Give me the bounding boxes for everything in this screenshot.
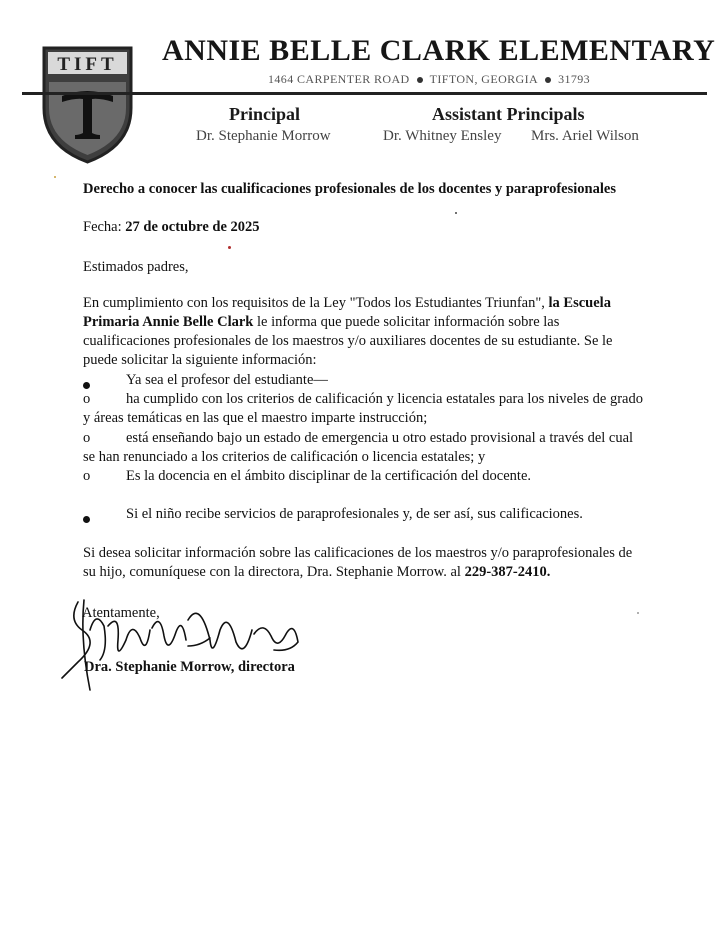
phone-number: 229-387-2410. [464,564,551,580]
sub-item-2: está enseñando bajo un estado de emergencia u otro estado provisional a través del cual se han renunciado a los criterios de calificación o licencia estatales; y [83,430,634,465]
scan-speck [54,176,56,178]
shield-icon [40,38,135,166]
bullet-2-text: Si el niño recibe servicios de paraprofesionales y, de ser así, sus calificaciones. [126,506,583,522]
scan-speck [455,212,457,214]
address-city-state: TIFTON, GEORGIA [429,72,539,86]
paragraph-1-intro: En cumplimiento con los requisitos de la Ley "Todos los Estudiantes Triunfan", [83,295,545,311]
sub-2-marker: o [83,430,91,446]
principal-name: Dr. Stephanie Morrow [196,128,331,144]
principal-title: Principal [229,104,300,124]
paragraph-1-rest: le informa que puede solicitar información sobre las cualificaciones profesionales de los maestros y/o auxiliares docentes de su estudiante. Se le puede solicitar la siguiente información: [83,314,613,368]
scan-speck [637,612,639,614]
address-zip: 31793 [558,72,591,86]
scan-speck [228,246,231,249]
date-value: 27 de octubre de 2025 [125,219,260,235]
school-name: ANNIE BELLE CLARK ELEMENTARY [162,34,716,67]
assistant-principals-title: Assistant Principals [432,104,585,124]
date-label: Fecha: [83,219,122,235]
sub-item-3: Es la docencia en el ámbito disciplinar de la certificación del docente. [126,468,532,484]
school-address [268,72,590,87]
handwritten-signature [60,590,310,700]
bullet-dot-icon [417,77,423,83]
school-crest-logo [40,38,135,166]
sub-3-marker: o [83,468,91,484]
paragraph-2 [83,544,643,582]
assistant-principal-2: Mrs. Ariel Wilson [531,128,639,144]
sub-item-1: ha cumplido con los criterios de calificación y licencia estatales para los niveles de grado y áreas temáticas en las que el maestro imparte instrucción; [83,391,643,426]
sub-1-marker: o [83,391,91,407]
address-street: 1464 CARPENTER ROAD [268,72,410,86]
greeting: Estimados padres, [83,259,189,275]
school-reference: la Escuela Primaria Annie Belle Clark [83,295,611,330]
svg-text:TIFT: TIFT [57,54,118,75]
bullet-dot-icon [545,77,551,83]
closing: Atentamente, [82,605,160,621]
paragraph-2-text: Si desea solicitar información sobre las calificaciones de los maestros y/o paraprofesionales de su hijo, comuníquese con la directora, Dra. Stephanie Morrow. al [83,545,633,580]
letter-heading: Derecho a conocer las cualificaciones profesionales de los docentes y paraprofesionales [83,181,616,197]
letter-date [83,218,260,237]
bullet-1-text: Ya sea el profesor del estudiante— [126,372,328,388]
paragraph-1 [83,294,643,370]
assistant-principal-1: Dr. Whitney Ensley [383,128,502,144]
header-divider [22,92,707,95]
signer-name: Dra. Stephanie Morrow, directora [84,659,295,675]
